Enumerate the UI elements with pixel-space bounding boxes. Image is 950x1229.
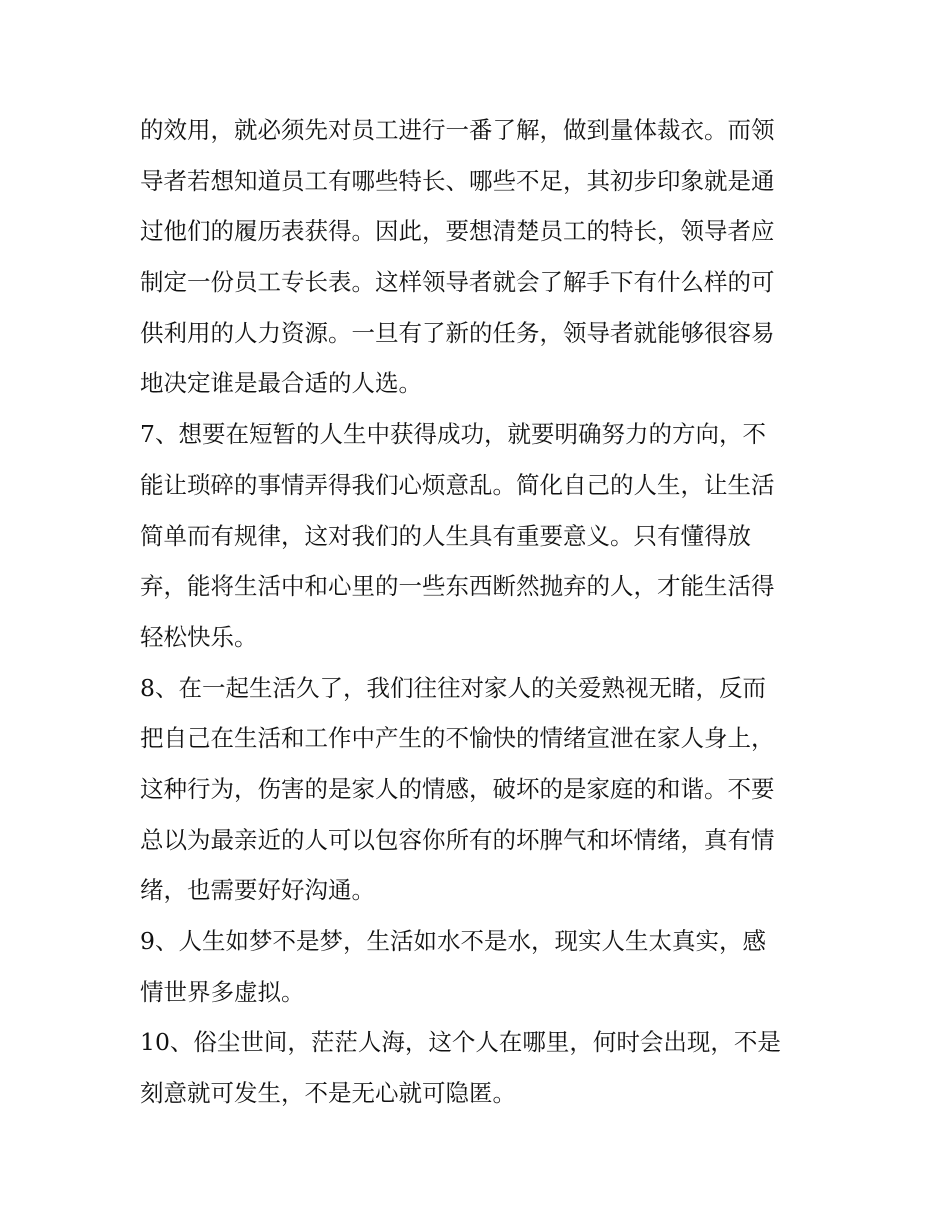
text-line: 简单而有规律，这对我们的人生具有重要意义。只有懂得放 — [140, 521, 751, 550]
text-line: 情世界多虚拟。 — [140, 977, 305, 1006]
text-line: 8、在一起生活久了，我们往往对家人的关爱熟视无睹，反而 — [140, 673, 766, 702]
text-line: 10、俗尘世间，茫茫人海，这个人在哪里，何时会出现，不是 — [140, 1028, 781, 1057]
text-line: 过他们的履历表获得。因此，要想清楚员工的特长，领导者应 — [140, 217, 775, 246]
document-body — [140, 105, 820, 1119]
text-line: 这种行为，伤害的是家人的情感，破坏的是家庭的和谐。不要 — [140, 774, 775, 803]
text-line: 导者若想知道员工有哪些特长、哪些不足，其初步印象就是通 — [140, 166, 775, 195]
text-line: 能让琐碎的事情弄得我们心烦意乱。简化自己的人生，让生活 — [140, 470, 775, 499]
text-line: 地决定谁是最合适的人选。 — [140, 369, 422, 398]
text-line: 的效用，就必须先对员工进行一番了解，做到量体裁衣。而领 — [140, 116, 775, 144]
text-line: 9、人生如梦不是梦，生活如水不是水，现实人生太真实，感 — [140, 927, 766, 955]
text-line: 供利用的人力资源。一旦有了新的任务，领导者就能够很容易 — [140, 318, 775, 347]
text-line: 制定一份员工专长表。这样领导者就会了解手下有什么样的可 — [140, 268, 775, 297]
text-line: 7、想要在短暂的人生中获得成功，就要明确努力的方向，不 — [140, 420, 766, 449]
text-line: 弃，能将生活中和心里的一些东西断然抛弃的人，才能生活得 — [140, 572, 775, 601]
text-line: 把自己在生活和工作中产生的不愉快的情绪宣泄在家人身上， — [140, 724, 775, 753]
text-line: 刻意就可发生，不是无心就可隐匿。 — [140, 1079, 516, 1108]
text-line: 绪，也需要好好沟通。 — [140, 876, 375, 905]
text-line: 总以为最亲近的人可以包容你所有的坏脾气和坏情绪，真有情 — [140, 825, 775, 854]
text-line: 轻松快乐。 — [140, 622, 258, 651]
